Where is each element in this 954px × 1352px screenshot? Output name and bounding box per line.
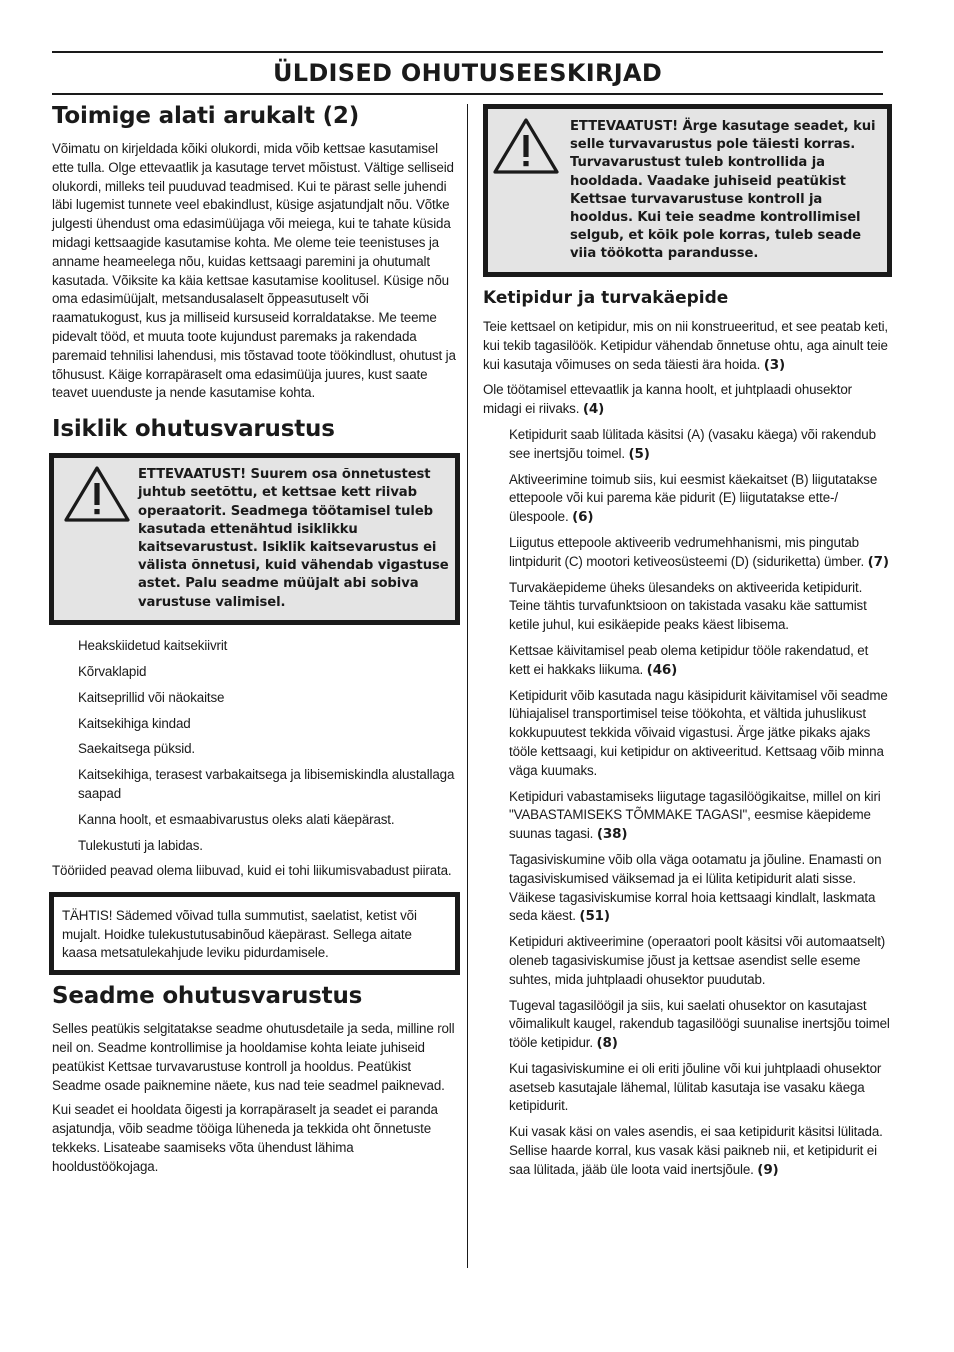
paragraph-front-handle: Turvakäepideme üheks ülesandeks on aktiveerida ketipidurit. Teine tähtis turvafunktsioon on takistada vasaku käe sattumist ketile juhul, kui esikäepide peaks käest libisema. [509, 579, 867, 633]
list-item: Kaitsekihiga kindad [78, 715, 191, 731]
paragraph-6: Aktiveerimine toimub siis, kui eesmist käekaitset (B) liigutatakse ettepoole või kui parema käe pidurit (E) liigutatakse ette-/ülespoole. (6) [509, 471, 878, 526]
page-title: ÜLDISED OHUTUSEESKIRJAD [272, 59, 663, 87]
paragraph-46: Kettsae käivitamisel peab olema ketipidur tööle rakendatud, et kett ei hakkaks liikuma. (46) [509, 642, 869, 678]
warning-box-ppe [49, 453, 460, 625]
header-rule-bottom [52, 93, 883, 95]
section-title-act-sensibly: Toimige alati arukalt (2) [52, 103, 360, 129]
paragraph-manual-activation: Kui tagasiviskumine ei oli eriti jõuline või kui juhtplaadi ohusektor asetseb kasutajale lähemal, lülitab kasutaja ise vasaku käega ketipidurit. [509, 1060, 882, 1114]
paragraph-4: Ole töötamisel ettevaatlik ja kanna hoolt, et juhtplaadi ohusektor midagi ei riivaks. (4) [483, 382, 852, 418]
section-title-machine-safety-equipment: Seadme ohutusvarustus [52, 983, 363, 1010]
warning-box-safety-equipment [483, 104, 892, 277]
left-column [52, 98, 460, 1177]
section-paragraph: Kui seadet ei hooldata õigesti ja korrapäraselt ja seadet ei paranda asjatundja, võib seadme tööiga lüheneda ja tekkida oht õnnetuste tekkeks. Lisateabe saamiseks võta ühendust lähima hooldustöökojaga. [52, 1102, 438, 1174]
list-item: Heakskiidetud kaitsekiivrit [78, 638, 228, 654]
list-item: Saekaitsega püksid. [78, 741, 195, 757]
section-paragraph: Tööriided peavad olema liibuvad, kuid ei tohi liikumisvabadust piirata. [52, 863, 452, 879]
list-item: Kaitsekihiga, terasest varbakaitsega ja libisemiskindla alustallaga saapad [78, 767, 455, 801]
warning-triangle-icon [62, 464, 132, 524]
column-divider [467, 104, 468, 1268]
warning-triangle-icon [491, 116, 561, 176]
subsection-title-chain-brake: Ketipidur ja turvakäepide [483, 288, 729, 308]
warning-text: ETTEVAATUST! Ärge kasutage seadet, kui selle turvavarustus pole täiesti korras. Turvavarustust tuleb kontrollida ja hooldada. Vaadake juhiseid peatükist Kettsae turvavarustuse kontroll ja hooldus. Kui teie seadme kontrollimisel selgub, et kõik pole korras, tuleb seade viia töökotta parandusse. [570, 119, 876, 262]
list-item: Kõrvaklapid [78, 663, 147, 679]
section-paragraph: Selles peatükis selgitatakse seadme ohutusdetaile ja seda, milline roll neil on. Seadme kontrollimise ja hooldamise kohta leiate juhiseid peatükist Kettsae turvavarustuse kontroll ja hooldus. Peatükist Seadme osade paiknemine näete, kus nad teie seadmel paiknevad. [52, 1021, 455, 1093]
header-rule-top [52, 51, 883, 53]
paragraph-parking-brake: Ketipidurit võib kasutada nagu käsipidurit käivitamisel või seadme lühiajalisel transportimisel teise töökohta, et vältida juhuslikust kokkupuutest tekkida võivaid vigastusi. Ärge jätke pikaks ajaks tööle kettsaagi, kui ketipidur on aktiveeritud. Kettsaag võib minna väga kuumaks. [509, 687, 888, 778]
paragraph-8: Tugeval tagasilöögil ja siis, kui saelati ohusektor on kasutajast võimalikult kaugel, rakendub tagasilöögi suunalise inertsjõu toimel tööle ketipidur. (8) [509, 997, 890, 1052]
paragraph-5: Ketipidurit saab lülitada käsitsi (A) (vasaku käega) või rakendub see inertsjõu toimel. (5) [509, 426, 876, 462]
paragraph-3: Teie kettsael on ketipidur, mis on nii konstrueeritud, et see peatab keti, kui tekib tagasilöök. Ketipidur vähendab õnnetuse ohtu, aga ainult teie kui kasutaja võimuses on seda täiesti ära hoida. (3) [483, 319, 888, 373]
section-title-personal-protective-equipment: Isiklik ohutusvarustus [52, 416, 335, 443]
note-text: TÄHTIS! Sädemed võivad tulla summutist, saelatist, ketist või mujalt. Hoidke tulekustutusabinõud käepärast. Sellega aitate kaasa metsatulekahjude leviku pidurdamisele. [62, 908, 417, 961]
list-item: Kanna hoolt, et esmaabivarustus oleks alati käepärast. [78, 811, 395, 827]
important-note-box [49, 892, 460, 975]
warning-text: ETTEVAATUST! Suurem osa õnnetustest juhtub seetõttu, et kettsae kett riivab operaatorit. Seadmega töötamisel tuleb kasutada ettenähtud isiklikku kaitsevarustust. Isiklik kaitsevarustus ei välista õnnetusi, kuid vähendab vigastuse astet. Palu seadme müüjalt abi sobiva varustuse valimisel. [138, 467, 449, 610]
right-column [483, 104, 891, 1180]
list-item: Kaitseprillid või näokaitse [78, 689, 225, 705]
paragraph-7: Liigutus ettepoole aktiveerib vedrumehhanismi, mis pingutab lintpidurit (C) mootori ketiveosüsteemi (D) (siduriketta) ümber. (7) [509, 534, 889, 570]
paragraph-51: Tagasiviskumine võib olla väga ootamatu ja jõuline. Enamasti on tagasiviskumised väiksemad ja ei lülita ketipidurit alati sisse. Väikese tagasiviskumise korral hoia kettsaagi kindlalt, laskmata seda käest. (51) [509, 851, 882, 925]
paragraph-38: Ketipiduri vabastamiseks liigutage tagasilöögikaitse, millel on kiri "VABASTAMISEKS TÕMMAKE TAGASI", eesmise käepideme suunas tagasi. (38) [509, 788, 881, 843]
list-item: Tulekustuti ja labidas. [78, 837, 203, 853]
ppe-list [52, 637, 460, 855]
paragraph-9: Kui vasak käsi on vales asendis, ei saa ketipidurit käsitsi lülitada. Sellise haarde korral, kus vasak käsi paikneb nii, et ketipidurit ei saa lülitada, jääb üle loota vaid inertsjõule. (9) [509, 1124, 883, 1178]
paragraph-activation: Ketipiduri aktiveerimine (operaatori poolt käsitsi või automaatselt) oleneb tagasiviskumise jõust ja kettsae asendist selle eseme suhtes, mida juhtplaadi ohusektor puudutab. [509, 934, 886, 987]
section-paragraph: Võimatu on kirjeldada kõiki olukordi, mida võib kettsae kasutamisel ette tulla. Olge ettevaatlik ja kasutage tervet mõistust. Vältige selliseid olukordi, milleks teil puuduvad teadmised. Kui te pärast selle juhendi läbi lugemist tunnete veel ebakindlust, küsige asjatundjalt nõu. Võtke julgesti ühendust oma edasimüüjaga või meiega, kui te tahate küsida midagi kettsaagide kasutamise kohta. Me oleme teie teenistuses ja anname heameelega nõu, kuidas kettsaagi paremini ja ohutumalt kasutada. Võiksite ka käia kettsae kasutamise koolitusel. Küsige nõu oma edasimüüjalt, metsandusalaselt õppeasutuselt või raamatukogust, kus ja milliseid kursuseid korraldatakse. Me teeme pidevalt tööd, et muuta toote kujundust paremaks ja rakendada paremaid tehnilisi lahendusi, mis tõstavad toote töökindlust, ohutust ja tõhusust. Käige korrapäraselt oma edasimüüja juures, kust saate teavet uuenduste ja nende kasutamise kohta. [52, 141, 456, 401]
